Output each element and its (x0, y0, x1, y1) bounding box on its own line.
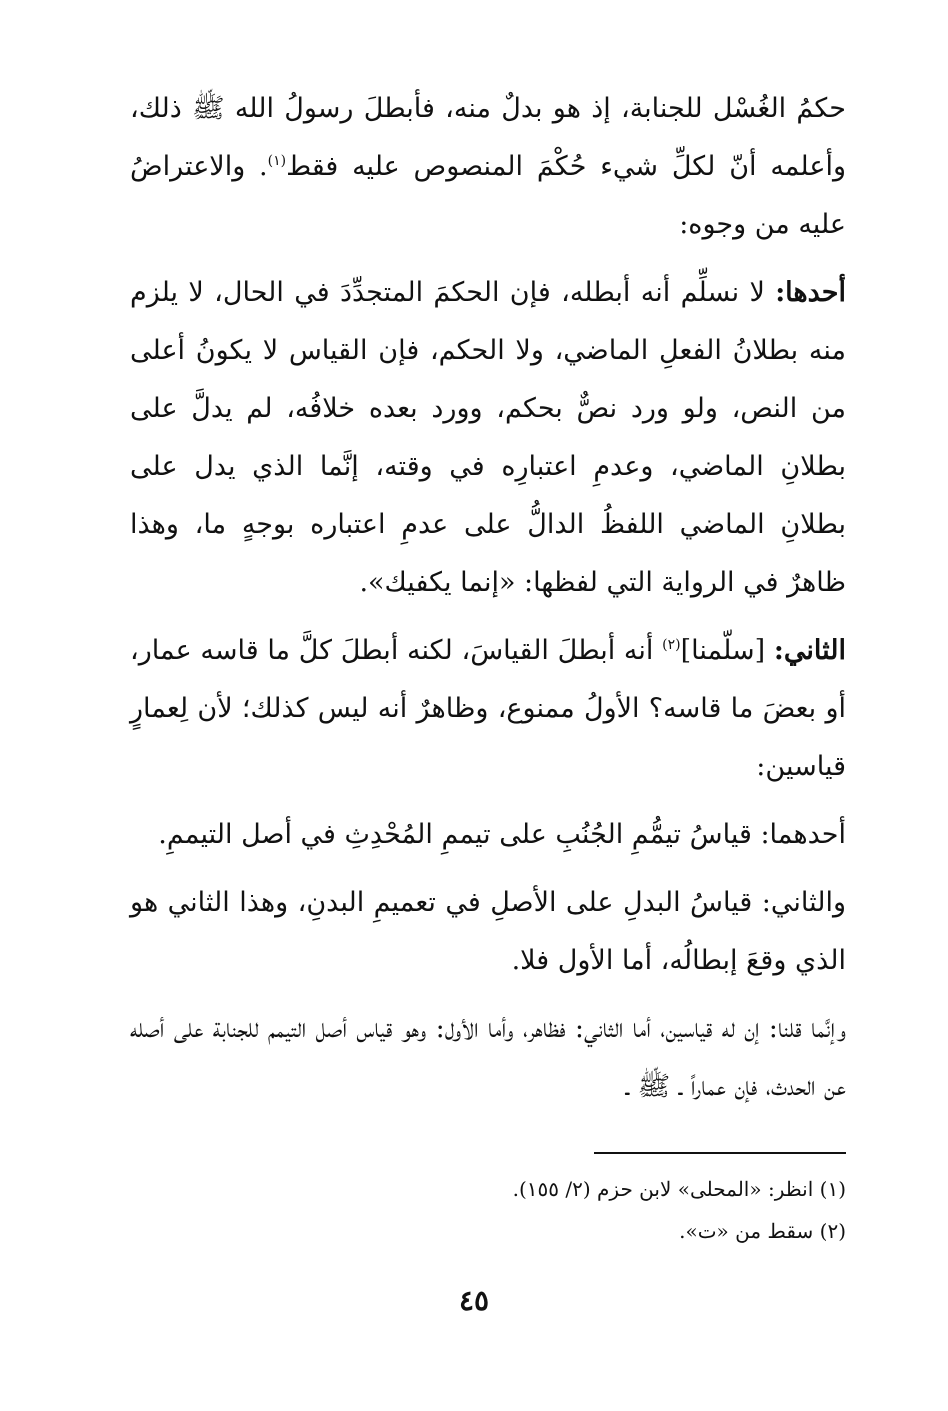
paragraph-1 (130, 80, 846, 254)
footnote-2 (146, 1210, 846, 1252)
paragraph-2 (130, 264, 846, 612)
footnote-1-number: (١) (819, 1177, 846, 1201)
paragraph-1-line-2-end: . والاعتراضُ عليه (130, 151, 846, 240)
paragraph-2-heading: أحدها: (775, 277, 846, 308)
paragraph-1-line-1: حكمُ الغُسْل للجنابة، إذ هو بدلٌ منه، فأبطلَ رسولُ الله ﷺ ذلك، (130, 93, 846, 124)
footnote-ref-2: (٢) (662, 637, 681, 653)
paragraph-4: أحدهما: قياسُ تيمُّمِ الجُنُبِ على تيممِ المُحْدِثِ في أصل التيممِ. (158, 819, 846, 850)
paragraph-5: والثاني: قياسُ البدلِ على الأصلِ في تعميمِ البدنِ، وهذا الثاني هو الذي وقعَ إبطالُه، أما الأول فلا. (130, 887, 846, 976)
paragraph-3-heading: الثاني: (773, 635, 846, 666)
paragraph-3-bracket: [سلّمنا] (680, 635, 774, 666)
paragraph-3-text: أنه أبطلَ القياسَ، لكنه أبطلَ كلَّ ما قاسه عمار، أو بعضَ ما قاسه؟ الأولُ ممنوع، وظاهرٌ أنه ليس كذلك؛ لأن لِعمارٍ قياسين: (130, 635, 846, 782)
paragraph-2-text: لا نسلِّم أنه أبطله، فإن الحكمَ المتجدِّدَ في الحال، لا يلزم منه بطلانُ الفعلِ الماضي، ولا الحكم، فإن القياس لا يكونُ أعلى من النص، ولو ورد نصٌّ بحكم، وورد بعده خلافُه، لم يدلَّ على بطلانِ الماضي، وعدمِ اعتبارِه في وقته، إنَّما الذي يدل على بطلانِ الماضي اللفظُ الدالُّ على عدمِ اعتباره بوجهٍ ما، وهذا ظاهرٌ في الرواية التي لفظها: «إنما يكفيك». (130, 277, 846, 598)
page-number: ٤٥ (458, 1284, 490, 1317)
footnote-ref-1: (١) (267, 153, 287, 169)
footnote-divider (594, 1152, 846, 1154)
paragraph-1-line-3: من وجوه: (679, 209, 790, 240)
footnote-1-text: انظر: «المحلى» لابن حزم (٢/ ١٥٥). (512, 1177, 814, 1201)
paragraph-3 (130, 622, 846, 796)
paragraph-6: وإنَّما قلنا: إن له قياسين، أما الثاني: فظاهر، وأما الأول: وهو قياس أصل التيمم للجنابة على أصله عن الحدث، فإن عماراً ـ ﷺ ـ (130, 1013, 846, 1102)
footnote-2-number: (٢) (819, 1219, 846, 1243)
footnotes (146, 1168, 846, 1252)
main-text (130, 80, 846, 1116)
footnote-2-text: سقط من «ت». (679, 1219, 814, 1243)
paragraph-1-line-2-start: وأعلمه أنّ لكلِّ شيء حُكْمَ المنصوص عليه فقط (286, 151, 846, 182)
footnote-1 (146, 1168, 846, 1210)
